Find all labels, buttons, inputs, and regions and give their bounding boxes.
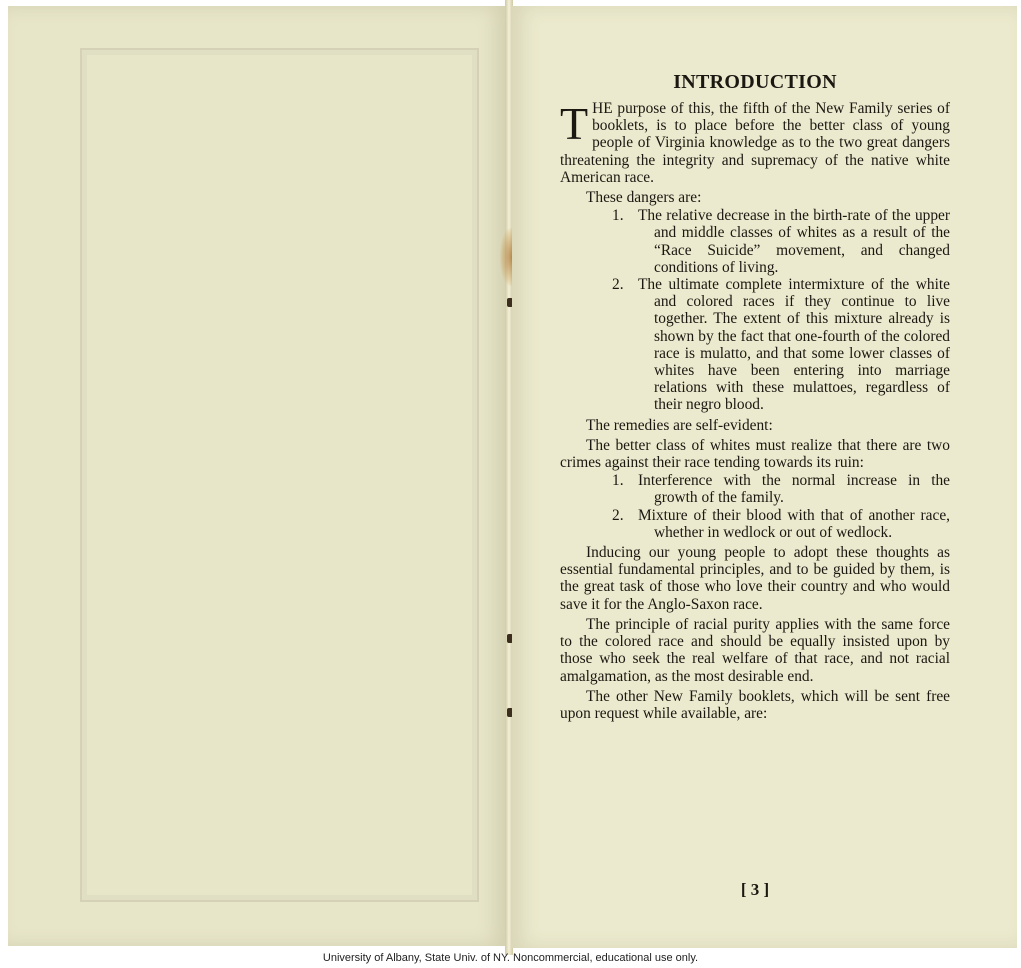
- drop-cap: T: [560, 98, 589, 149]
- paragraph-purpose: [560, 100, 950, 186]
- list-number: 2.: [612, 276, 624, 294]
- list-item-text: Interference with the normal increase in the growth of the family.: [638, 472, 950, 507]
- dangers-list: [560, 207, 950, 413]
- introduction-text: [560, 70, 950, 722]
- left-page-blank: [8, 6, 505, 946]
- crimes-list: [560, 472, 950, 541]
- list-number: 1.: [612, 207, 624, 225]
- image-caption: University of Albany, State Univ. of NY. Noncommercial, educational use only.: [322, 952, 699, 964]
- paragraph-remedies: The remedies are self-evident:: [586, 416, 773, 434]
- paragraph-racial-purity: The principle of racial purity applies with the same force to the colored race and should be equally insisted upon by those who seek the real welfare of that race, and not racial amalgamation, as the most desirable end.: [560, 615, 950, 685]
- list-item-text: The ultimate complete intermixture of the white and colored races if they continue to live together. The extent of this mixture already is shown by the fact that one-fourth of the colored race is mulatto, and that some lower classes of whites have been entering into marriage relations with these mulattoes, regardless of their negro blood.: [638, 276, 950, 414]
- list-item: [560, 507, 950, 541]
- list-item-text: Mixture of their blood with that of another race, whether in wedlock or out of wedlock.: [638, 506, 950, 541]
- paragraph-inducing: Inducing our young people to adopt these thoughts as essential fundamental principles, and to be guided by them, is the great task of those who love their country and who would save it for the Anglo-Saxon race.: [560, 544, 950, 613]
- list-number: 2.: [612, 506, 624, 524]
- paragraph-purpose-text: HE purpose of this, the fifth of the New Family series of booklets, is to place before the better class of young people of Virginia knowledge as to the two great dangers threatening the integrity and supremacy of the native white American race.: [560, 100, 950, 186]
- list-item: [560, 207, 950, 276]
- list-item: [560, 472, 950, 506]
- left-page-border: [80, 48, 479, 902]
- paragraph-other-booklets: The other New Family booklets, which will be sent free upon request while available, are:: [560, 687, 950, 722]
- list-number: 1.: [612, 472, 624, 490]
- list-item: [560, 276, 950, 414]
- paragraph-crimes: The better class of whites must realize that there are two crimes against their race tending towards its ruin:: [560, 436, 950, 472]
- page-number: [ 3 ]: [740, 880, 770, 899]
- list-item-text: The relative decrease in the birth-rate of the upper and middle classes of whites as a result of the “Race Suicide” movement, and changed conditions of living.: [638, 207, 950, 276]
- page-heading: INTRODUCTION: [673, 71, 837, 93]
- paragraph-dangers: These dangers are:: [586, 189, 702, 207]
